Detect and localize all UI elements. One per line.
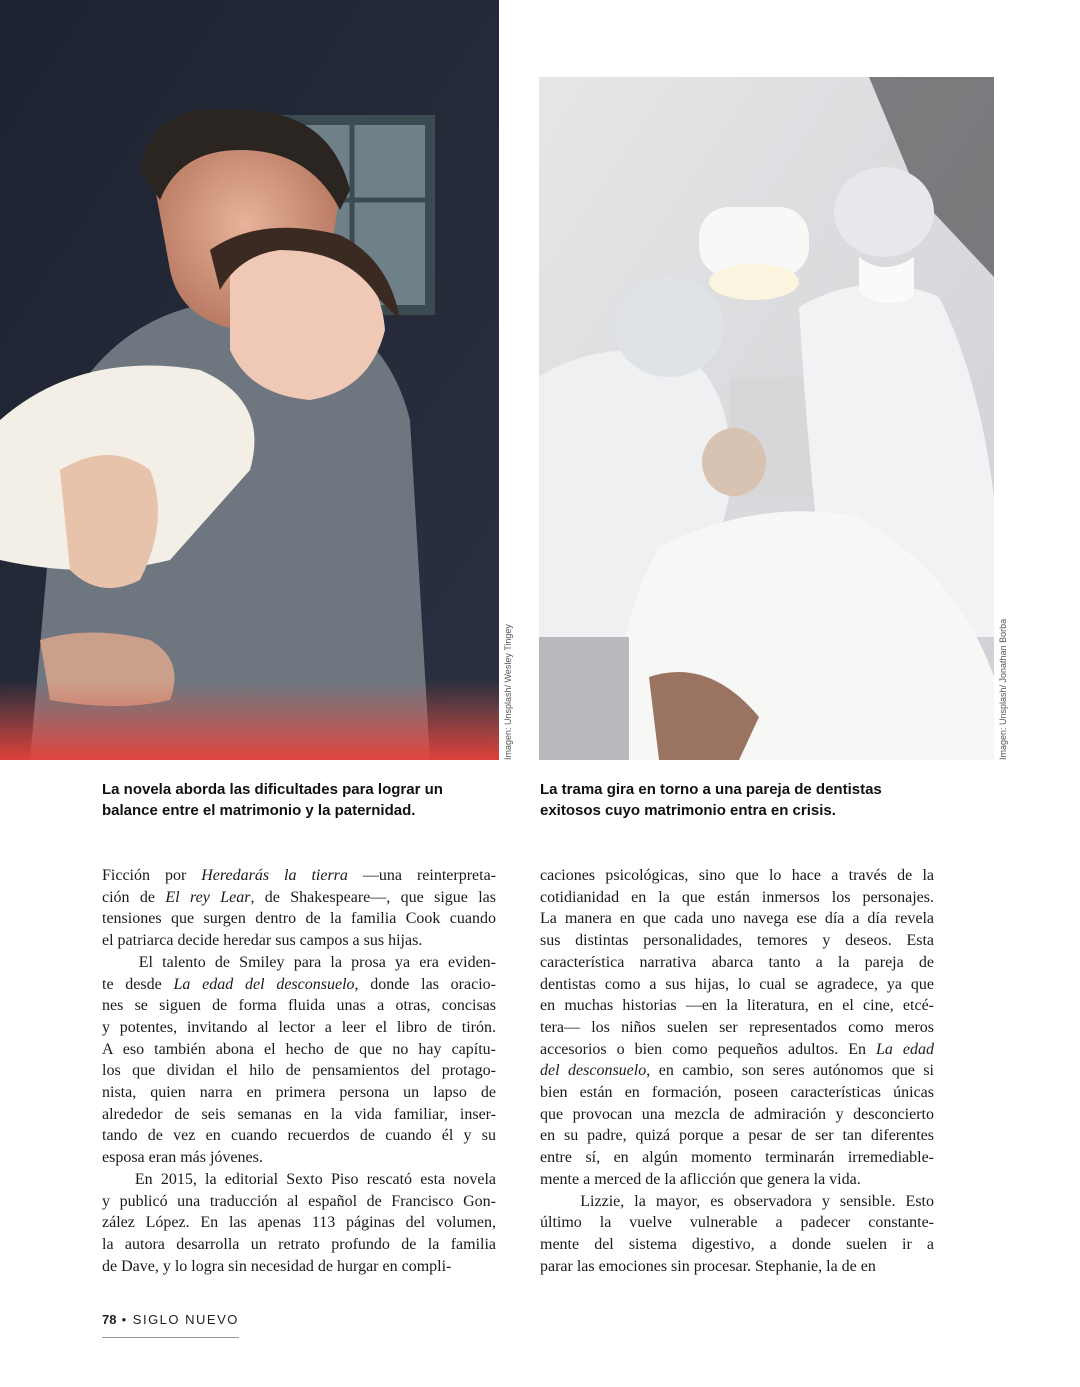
photo-credit-right: Imagen: Unsplash/ Jonathan Borba xyxy=(998,618,1008,760)
article-line: tera— los niños suelen ser representados como meros xyxy=(540,1018,934,1036)
caption-line: balance entre el matrimonio y la paternidad. xyxy=(102,802,416,819)
article-line: mente a merced de la aflicción que genera la vida. xyxy=(540,1170,861,1188)
photo-caption-left xyxy=(102,779,502,821)
article-line: parar las emociones sin procesar. Stephanie, la de en xyxy=(540,1257,876,1275)
article-line: esposa eran más jóvenes. xyxy=(102,1149,263,1167)
article-line: El talento de Smiley para la prosa ya era eviden- xyxy=(102,953,496,971)
article-line: A eso también abona el hecho de que no hay capítu- xyxy=(102,1040,496,1058)
article-line: sus distintas personalidades, temores y deseos. Esta xyxy=(540,932,934,950)
article-line: nes se siguen de forma fluida unas a otras, concisas xyxy=(102,997,496,1015)
article-line: accesorios o bien como pequeños adultos. En La edad xyxy=(540,1040,934,1058)
footer-separator: • xyxy=(121,1312,128,1327)
article-line: tando de vez en cuando recuerdos de cuando él y su xyxy=(102,1127,496,1145)
article-line: último la vuelve vulnerable a padecer constante- xyxy=(540,1214,934,1232)
photo-caption-right xyxy=(540,779,940,821)
article-line: de Dave, y lo logra sin necesidad de hurgar en compli- xyxy=(102,1257,452,1275)
article-line: la autora desarrolla un retrato profundo de la familia xyxy=(102,1235,496,1253)
article-line: La manera en que cada uno navega ese día a día revela xyxy=(540,910,934,928)
magazine-name: SIGLO NUEVO xyxy=(132,1312,239,1327)
article-line: tensiones que surgen dentro de la familia Cook cuando xyxy=(102,910,496,928)
article-line: caciones psicológicas, sino que lo hace a través de la xyxy=(540,867,934,884)
page-number: 78 xyxy=(102,1312,117,1327)
article-line: que provocan una mezcla de admiración y desconcierto xyxy=(540,1105,934,1123)
article-line: en su padre, quizá porque a pesar de ser tan diferentes xyxy=(540,1127,934,1145)
article-column-right xyxy=(540,865,934,1277)
article-column-left xyxy=(102,865,496,1277)
dentists-photo xyxy=(539,77,994,760)
article-line: zález López. En las apenas 113 páginas del volumen, xyxy=(102,1214,496,1232)
article-line: ción de El rey Lear, de Shakespeare—, que sigue las xyxy=(102,888,497,906)
caption-line: exitosos cuyo matrimonio entra en crisis. xyxy=(540,802,836,819)
article-line: nista, quien narra en primera persona un lapso de xyxy=(102,1084,496,1102)
caption-line: La trama gira en torno a una pareja de dentistas xyxy=(540,781,882,798)
photo-credit-left: Imagen: Unsplash/ Wesley Tingey xyxy=(503,624,513,760)
article-line: el patriarca decide heredar sus campos a sus hijas. xyxy=(102,932,423,950)
article-line: alrededor de seis semanas en la vida familiar, inser- xyxy=(102,1105,496,1123)
article-line: Lizzie, la mayor, es observadora y sensible. Esto xyxy=(540,1192,934,1210)
article-line: del desconsuelo, en cambio, son seres autónomos que si xyxy=(540,1062,934,1080)
article-line: en muchas historias —en la literatura, en el cine, etcé- xyxy=(540,997,934,1015)
article-line: entre sí, en algún momento terminarán irremediable- xyxy=(540,1149,934,1167)
article-line: y publicó una traducción al español de Francisco Gon- xyxy=(102,1192,496,1210)
article-line: mente del sistema digestivo, a donde suelen ir a xyxy=(540,1235,934,1253)
caption-line: La novela aborda las dificultades para lograr un xyxy=(102,781,443,798)
article-line: Ficción por Heredarás la tierra —una reinterpreta- xyxy=(102,867,497,884)
article-line: En 2015, la editorial Sexto Piso rescató esta novela xyxy=(102,1170,496,1188)
article-line: te desde La edad del desconsuelo, donde las oracio- xyxy=(102,975,496,993)
article-line: dentistas como a sus hijas, lo cual se agradece, ya que xyxy=(540,975,934,993)
page-footer xyxy=(102,1312,239,1327)
article-line: cotidianidad en la que están inmersos los personajes. xyxy=(540,888,934,906)
footer-rule xyxy=(102,1337,239,1338)
article-line: bien están en formación, poseen características únicas xyxy=(540,1084,934,1102)
father-daughter-photo xyxy=(0,0,499,760)
article-line: los que dividan el hilo de pensamientos del protago- xyxy=(102,1062,496,1080)
article-line: característica narrativa abarca tanto a la pareja de xyxy=(540,953,934,971)
article-line: y potentes, invitando al lector a leer el libro de tirón. xyxy=(102,1018,496,1036)
